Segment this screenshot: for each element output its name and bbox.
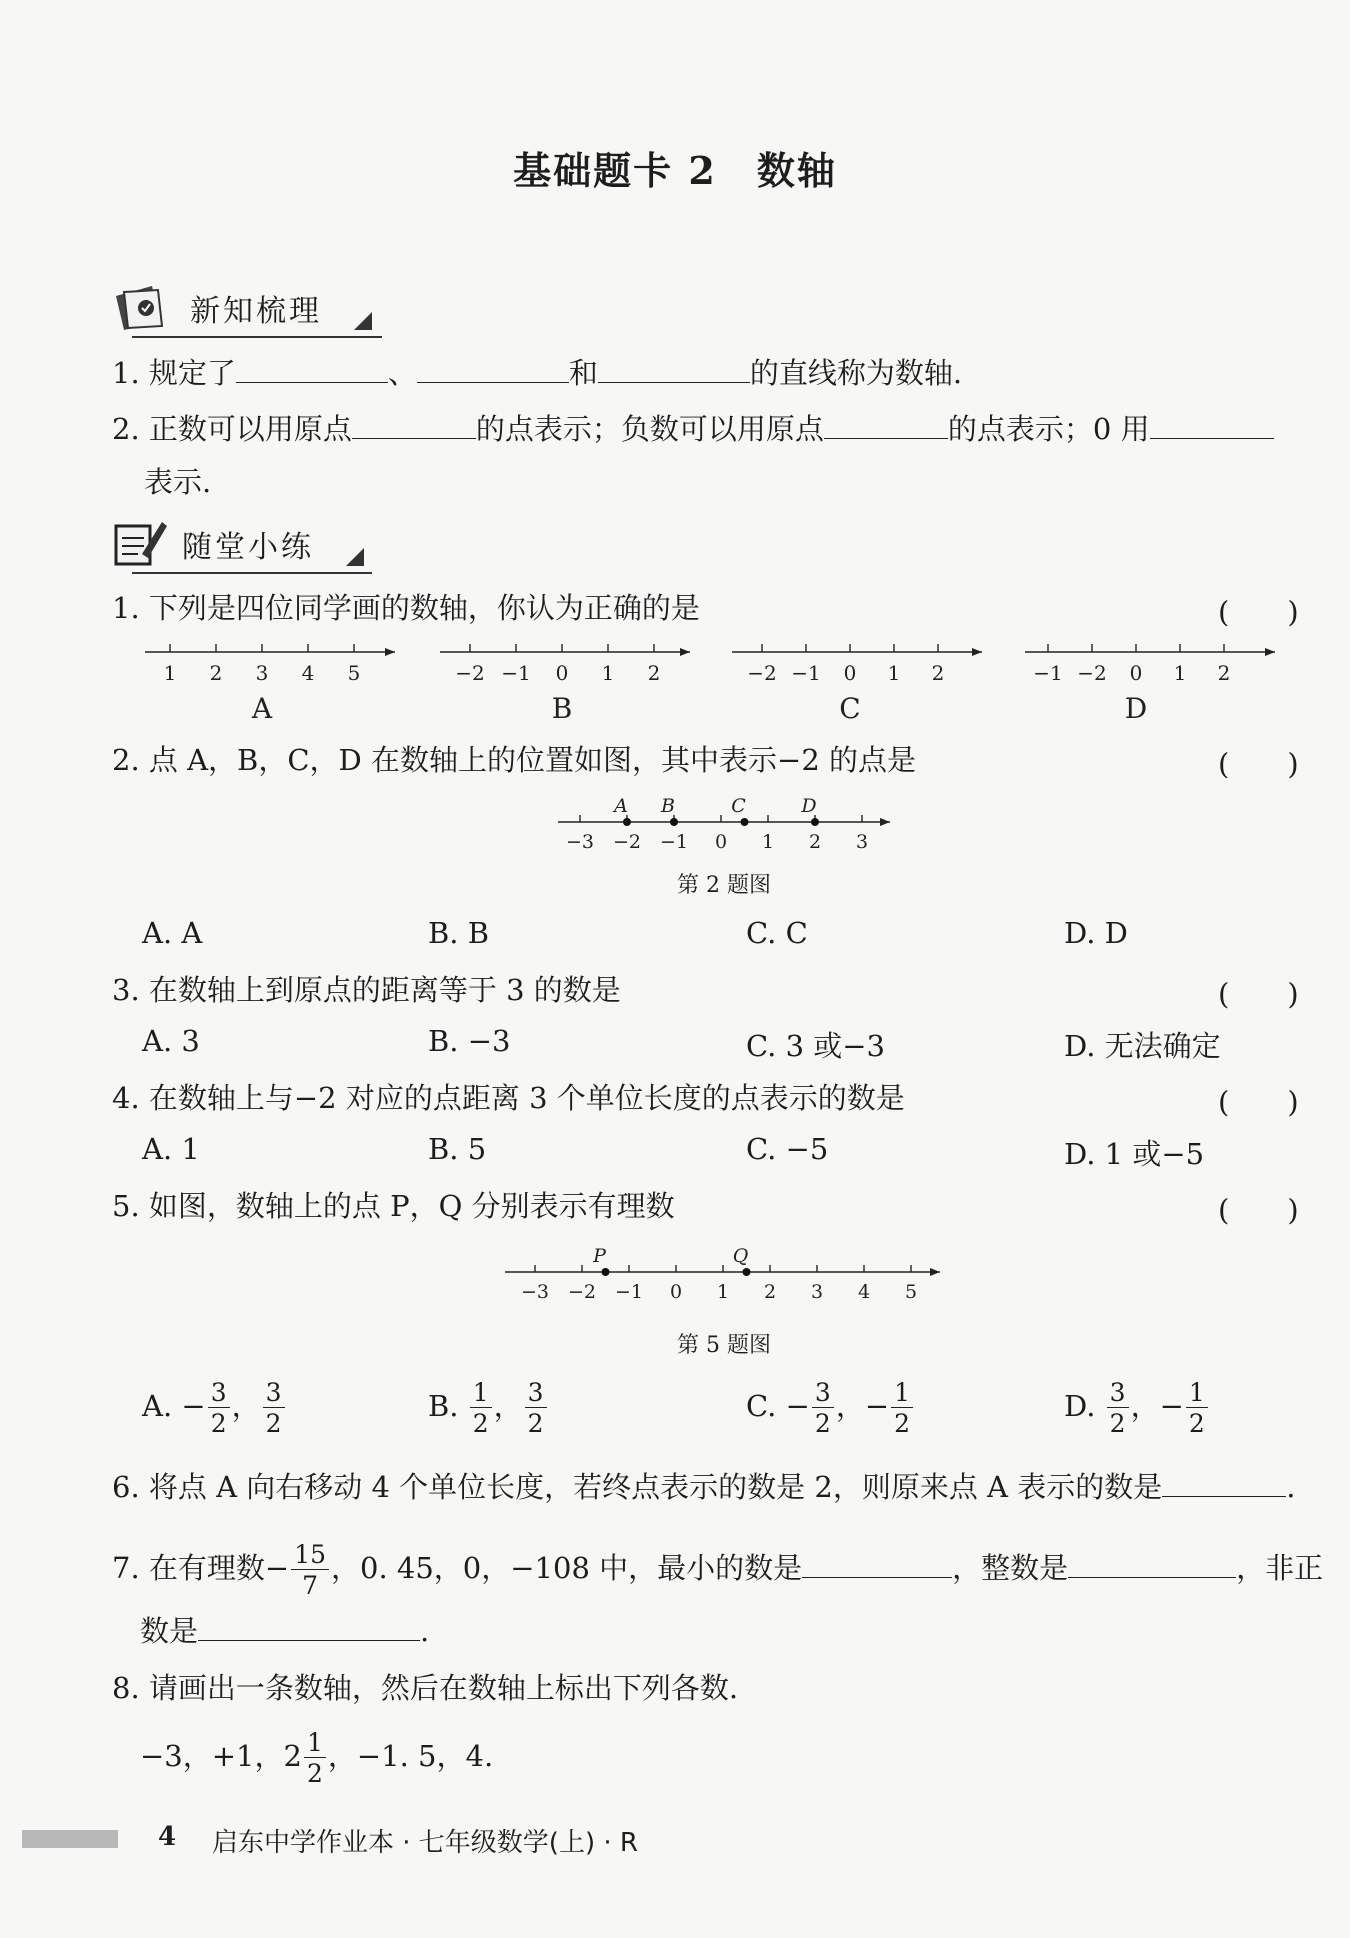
fraction: $\frac{1}{2}$ — [304, 1730, 326, 1786]
q5-caption: 第 5 题图 — [677, 1333, 771, 1358]
practice-q6: 6. 将点 A 向右移动 4 个单位长度，若终点表示的数是 2，则原来点 A 表示的数是 . — [112, 1466, 1295, 1507]
practice-q4-stem: 4. 在数轴上与−2 对应的点距离 3 个单位长度的点表示的数是 — [112, 1081, 905, 1115]
option-d[interactable]: D. D — [1064, 916, 1128, 950]
axis-arrow — [880, 818, 890, 826]
point-marker — [811, 818, 819, 826]
tick-label: 3 — [255, 661, 269, 685]
tick-label: −2 — [1077, 661, 1107, 685]
point-marker — [743, 1268, 751, 1276]
option-d[interactable]: D. 无法确定 — [1064, 1029, 1221, 1063]
point-label: A — [614, 795, 628, 817]
tick-label: 1 — [887, 661, 901, 685]
tick-label: 0 — [669, 1281, 683, 1303]
page-title: 基础题卡 2 数轴 — [513, 148, 837, 193]
axis-label: A — [251, 692, 273, 725]
option-d[interactable]: D. $\frac{3}{2}$ ，− $\frac{1}{2}$ — [1064, 1380, 1210, 1436]
fraction: $\frac{1}{2}$ — [891, 1380, 913, 1436]
point-label: Q — [732, 1245, 749, 1267]
knowledge-q2: 2. 正数可以用原点 的点表示；负数可以用原点 的点表示；0 用 — [112, 408, 1274, 449]
tick-label: 5 — [904, 1281, 918, 1303]
option-c[interactable]: C. 3 或−3 — [746, 1029, 886, 1063]
axis-arrow — [1265, 648, 1275, 656]
option-b[interactable]: B. $\frac{1}{2}$ ， $\frac{3}{2}$ — [428, 1380, 549, 1436]
q2-caption: 第 2 题图 — [677, 873, 771, 898]
fraction: $\frac{15}{7}$ — [291, 1542, 329, 1598]
option-b[interactable]: B. −3 — [428, 1024, 511, 1058]
axis-arrow — [930, 1268, 940, 1276]
practice-q2-stem: 2. 点 A，B，C，D 在数轴上的位置如图，其中表示−2 的点是 — [112, 743, 916, 777]
point-label: C — [731, 795, 746, 817]
answer-paren: ( ) — [1218, 1193, 1299, 1227]
practice-q7: 7. 在有理数− $\frac{15}{7}$ ，0. 45，0，−108 中，最小的数是 ，整数是 ，非正 — [112, 1540, 1324, 1600]
fraction: $\frac{3}{2}$ — [1107, 1380, 1129, 1436]
answer-paren: ( ) — [1218, 1085, 1299, 1119]
option-a[interactable]: A. 3 — [142, 1024, 200, 1058]
fraction: $\frac{3}{2}$ — [812, 1380, 834, 1436]
option-c[interactable]: C. − $\frac{3}{2}$ ，− $\frac{1}{2}$ — [746, 1380, 915, 1436]
axis-label: C — [839, 692, 861, 725]
axis-arrow — [972, 648, 982, 656]
tick-label: −2 — [567, 1281, 597, 1303]
practice-q3-stem: 3. 在数轴上到原点的距离等于 3 的数是 — [112, 973, 621, 1007]
tick-label: 0 — [714, 831, 728, 850]
tick-label: −1 — [1033, 661, 1063, 685]
q1-number-axes — [0, 630, 1350, 730]
option-c[interactable]: C. C — [746, 916, 808, 950]
point-label: D — [801, 795, 817, 817]
point-marker — [623, 818, 631, 826]
section-heading-practice — [112, 518, 372, 574]
tick-label: 1 — [163, 661, 177, 685]
tick-label: 1 — [601, 661, 615, 685]
axis-label: D — [1124, 692, 1148, 725]
fraction: $\frac{3}{2}$ — [208, 1380, 230, 1436]
section-title: 随堂小练 — [182, 530, 314, 565]
tick-label: 1 — [761, 831, 775, 850]
axis-arrow — [385, 648, 395, 656]
point-label: B — [661, 795, 675, 817]
tick-label: −3 — [520, 1281, 550, 1303]
tick-label: 4 — [857, 1281, 871, 1303]
notebook-pencil-icon — [112, 518, 168, 568]
tick-label: 2 — [1217, 661, 1231, 685]
tick-label: 0 — [1129, 661, 1143, 685]
knowledge-q2-end: 表示. — [144, 465, 212, 499]
option-b[interactable]: B. 5 — [428, 1132, 487, 1166]
tick-label: 2 — [808, 831, 822, 850]
tick-label: 2 — [763, 1281, 777, 1303]
tick-label: 4 — [301, 661, 315, 685]
option-c[interactable]: C. −5 — [746, 1132, 829, 1166]
point-marker — [602, 1268, 610, 1276]
option-d[interactable]: D. 1 或−5 — [1064, 1137, 1205, 1171]
tick-label: 3 — [855, 831, 869, 850]
fraction: $\frac{1}{2}$ — [1186, 1380, 1208, 1436]
page-number: 4 — [158, 1822, 177, 1852]
tick-label: 2 — [647, 661, 661, 685]
tick-label: −2 — [455, 661, 485, 685]
tick-label: −1 — [791, 661, 821, 685]
option-a[interactable]: A. − $\frac{3}{2}$ ， $\frac{3}{2}$ — [142, 1380, 287, 1436]
tick-label: −1 — [659, 831, 689, 850]
tick-label: −2 — [747, 661, 777, 685]
practice-q5-stem: 5. 如图，数轴上的点 P，Q 分别表示有理数 — [112, 1189, 675, 1223]
section-title: 新知梳理 — [190, 294, 322, 329]
footer-text: 启东中学作业本 · 七年级数学(上) · R — [212, 1828, 638, 1858]
practice-q8-stem: 8. 请画出一条数轴，然后在数轴上标出下列各数. — [112, 1671, 739, 1705]
option-a[interactable]: A. A — [142, 916, 203, 950]
axis-arrow — [680, 648, 690, 656]
fraction: $\frac{1}{2}$ — [470, 1380, 492, 1436]
answer-paren: ( ) — [1218, 977, 1299, 1011]
axis-label: B — [551, 692, 573, 725]
point-label: P — [593, 1245, 606, 1267]
q2-number-axis — [550, 790, 900, 850]
section-heading-new-knowledge — [112, 282, 382, 338]
q5-number-axis — [500, 1236, 950, 1306]
practice-q7-cont: 数是 . — [140, 1610, 429, 1651]
answer-paren: ( ) — [1218, 747, 1299, 781]
tick-label: 1 — [716, 1281, 730, 1303]
answer-paren: ( ) — [1218, 595, 1299, 629]
tick-label: 3 — [810, 1281, 824, 1303]
book-icon — [112, 282, 172, 332]
tick-label: 2 — [209, 661, 223, 685]
fraction: $\frac{3}{2}$ — [263, 1380, 285, 1436]
point-marker — [670, 818, 678, 826]
tick-label: 0 — [843, 661, 857, 685]
tick-label: 0 — [555, 661, 569, 685]
tick-label: −3 — [565, 831, 595, 850]
option-b[interactable]: B. B — [428, 916, 490, 950]
tick-label: 5 — [347, 661, 361, 685]
page-footer — [0, 1820, 1350, 1860]
tick-label: −2 — [612, 831, 642, 850]
tick-label: 2 — [931, 661, 945, 685]
knowledge-q1: 1. 规定了 、 和 的直线称为数轴. — [112, 352, 962, 393]
fraction: $\frac{3}{2}$ — [525, 1380, 547, 1436]
tick-label: 1 — [1173, 661, 1187, 685]
tick-label: −1 — [501, 661, 531, 685]
practice-q1-stem: 1. 下列是四位同学画的数轴，你认为正确的是 — [112, 591, 700, 625]
tick-label: −1 — [614, 1281, 644, 1303]
point-marker — [741, 818, 749, 826]
option-a[interactable]: A. 1 — [142, 1132, 200, 1166]
footer-bar — [22, 1830, 118, 1848]
practice-q8-numbers: −3，+1，2 $\frac{1}{2}$ ，−1. 5，4. — [140, 1728, 494, 1788]
